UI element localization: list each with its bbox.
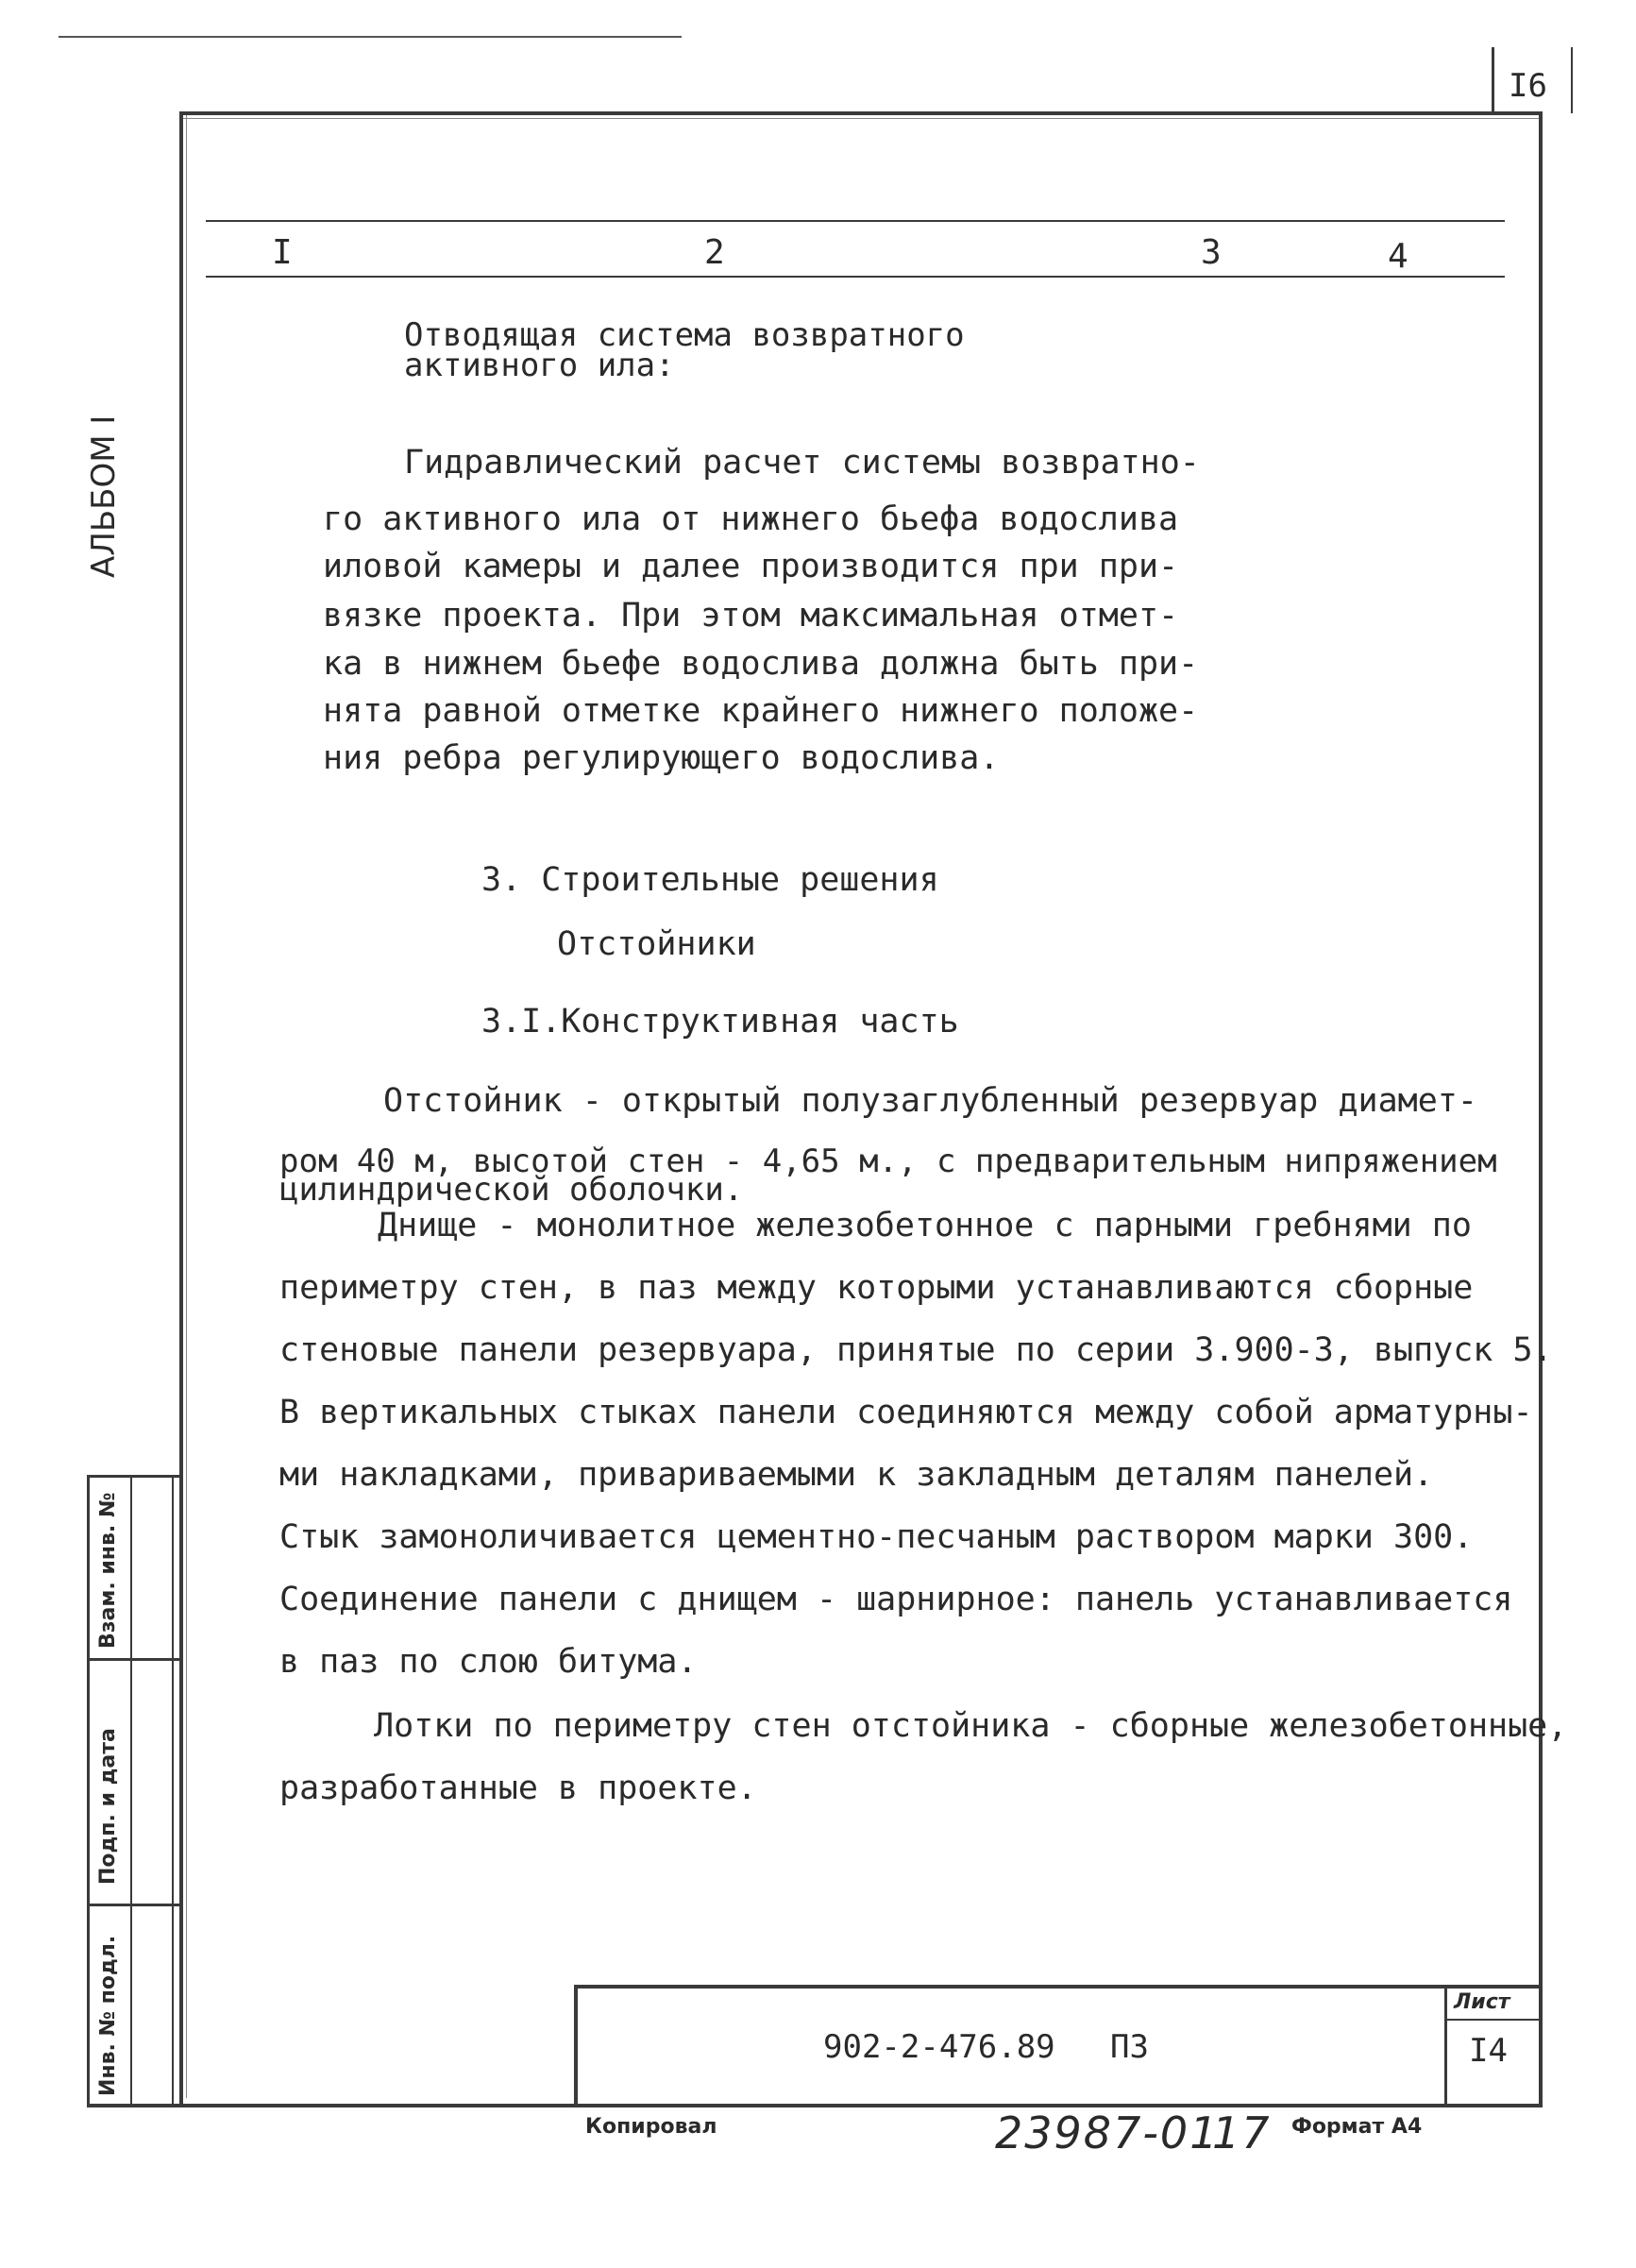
doc-type: ПЗ <box>1110 2028 1149 2066</box>
stamp-column-divider-2 <box>172 1475 174 2106</box>
archive-sheet: 17 <box>1212 2107 1272 2158</box>
heading-drain-line-2: активного ила: <box>404 347 675 384</box>
frame-left-inner <box>186 115 187 2098</box>
doc-code: 902-2-476.89 <box>823 2028 1055 2066</box>
column-header-4: 4 <box>1388 237 1408 276</box>
para-hydraulic-line-5: ка в нижнем бьефе водослива должна быть при- <box>323 645 1199 683</box>
frame-top <box>179 111 1541 115</box>
para-trays-line-2: разработанные в проекте. <box>279 1769 757 1807</box>
corner-box-right <box>1571 47 1573 113</box>
subsection-title: 3.I.Конструктивная часть <box>481 1003 959 1041</box>
frame-bottom <box>87 2104 1543 2107</box>
stamp-label-signature: Подп. и дата <box>96 1728 120 1885</box>
para-trays-line-1: Лотки по периметру стен отстойника - сборные железобетонные, <box>374 1707 1568 1745</box>
title-block-sheet-divider <box>1444 1985 1447 2106</box>
column-header-3: 3 <box>1201 233 1222 272</box>
sheet-number: I4 <box>1469 2032 1508 2070</box>
para-hydraulic-line-7: ния ребра регулирующего водослива. <box>323 739 1000 777</box>
para-bottom-line-5: ми накладками, привариваемыми к закладным деталям панелей. <box>279 1456 1434 1494</box>
stamp-left-border <box>87 1475 90 2107</box>
para-tank-line-3: цилиндрической оболочки. <box>279 1171 744 1209</box>
para-hydraulic-line-1: Гидравлический расчет системы возвратно- <box>404 444 1200 482</box>
sheet-label: Лист <box>1454 1990 1510 2014</box>
para-bottom-line-8: в паз по слою битума. <box>279 1643 698 1681</box>
header-rule-top <box>206 220 1505 222</box>
para-hydraulic-line-2: го активного ила от нижнего бьефа водослива <box>323 500 1179 538</box>
frame-left <box>179 111 183 2106</box>
stamp-label-replace: Взам. инв. № <box>96 1492 120 1649</box>
para-hydraulic-line-3: иловой камеры и далее производится при при- <box>323 548 1179 585</box>
column-header-1: I <box>272 233 293 272</box>
stamp-row-1 <box>87 1658 181 1661</box>
corner-page-number: I6 <box>1509 67 1547 105</box>
stamp-row-top <box>87 1475 181 1478</box>
para-tank-line-2: ром 40 м, высотой стен - 4,65 м., с предварительным нипряжением <box>279 1142 1497 1180</box>
para-bottom-line-4: В вертикальных стыках панели соединяются между собой арматурны- <box>279 1394 1533 1431</box>
para-bottom-line-7: Соединение панели с днищем - шарнирное: панель устанавливается <box>279 1581 1513 1618</box>
stamp-column-divider <box>130 1475 132 2106</box>
title-block-left <box>574 1985 578 2106</box>
album-label: АЛЬБОМ I <box>85 415 123 578</box>
format-label: Формат А4 <box>1291 2115 1423 2139</box>
title-block-sheet-rule <box>1444 2019 1541 2021</box>
para-hydraulic-line-4: вязке проекта. При этом максимальная отмет- <box>323 597 1179 635</box>
para-bottom-line-2: периметру стен, в паз между которыми устанавливаются сборные <box>279 1269 1474 1307</box>
para-hydraulic-line-6: нята равной отметке крайнего нижнего положе- <box>323 692 1199 730</box>
para-tank-line-1: Отстойник - открытый полузаглубленный резервуар диамет- <box>383 1082 1477 1120</box>
copied-label: Копировал <box>585 2115 717 2139</box>
section-subtitle: Отстойники <box>557 925 756 963</box>
top-margin-rule <box>59 36 682 38</box>
header-rule-bottom <box>206 276 1505 278</box>
frame-right <box>1539 111 1543 2106</box>
heading-drain-line-1: Отводящая система возвратного <box>404 316 965 354</box>
stamp-row-2 <box>87 1904 181 1906</box>
column-header-2: 2 <box>704 233 725 272</box>
stamp-label-inventory: Инв. № подл. <box>96 1935 120 2096</box>
section-title: 3. Строительные решения <box>481 861 939 899</box>
para-bottom-line-6: Стык замоноличивается цементно-песчаным раствором марки 300. <box>279 1518 1474 1556</box>
archive-number: 23987-01 <box>995 2107 1220 2158</box>
para-bottom-line-1: Днище - монолитное железобетонное с парными гребнями по <box>378 1207 1472 1244</box>
title-block-top <box>574 1985 1541 1989</box>
corner-box-left <box>1492 47 1494 113</box>
para-bottom-line-3: стеновые панели резервуара, принятые по серии 3.900-3, выпуск 5. <box>279 1331 1553 1369</box>
frame-top-inner <box>179 118 1541 119</box>
